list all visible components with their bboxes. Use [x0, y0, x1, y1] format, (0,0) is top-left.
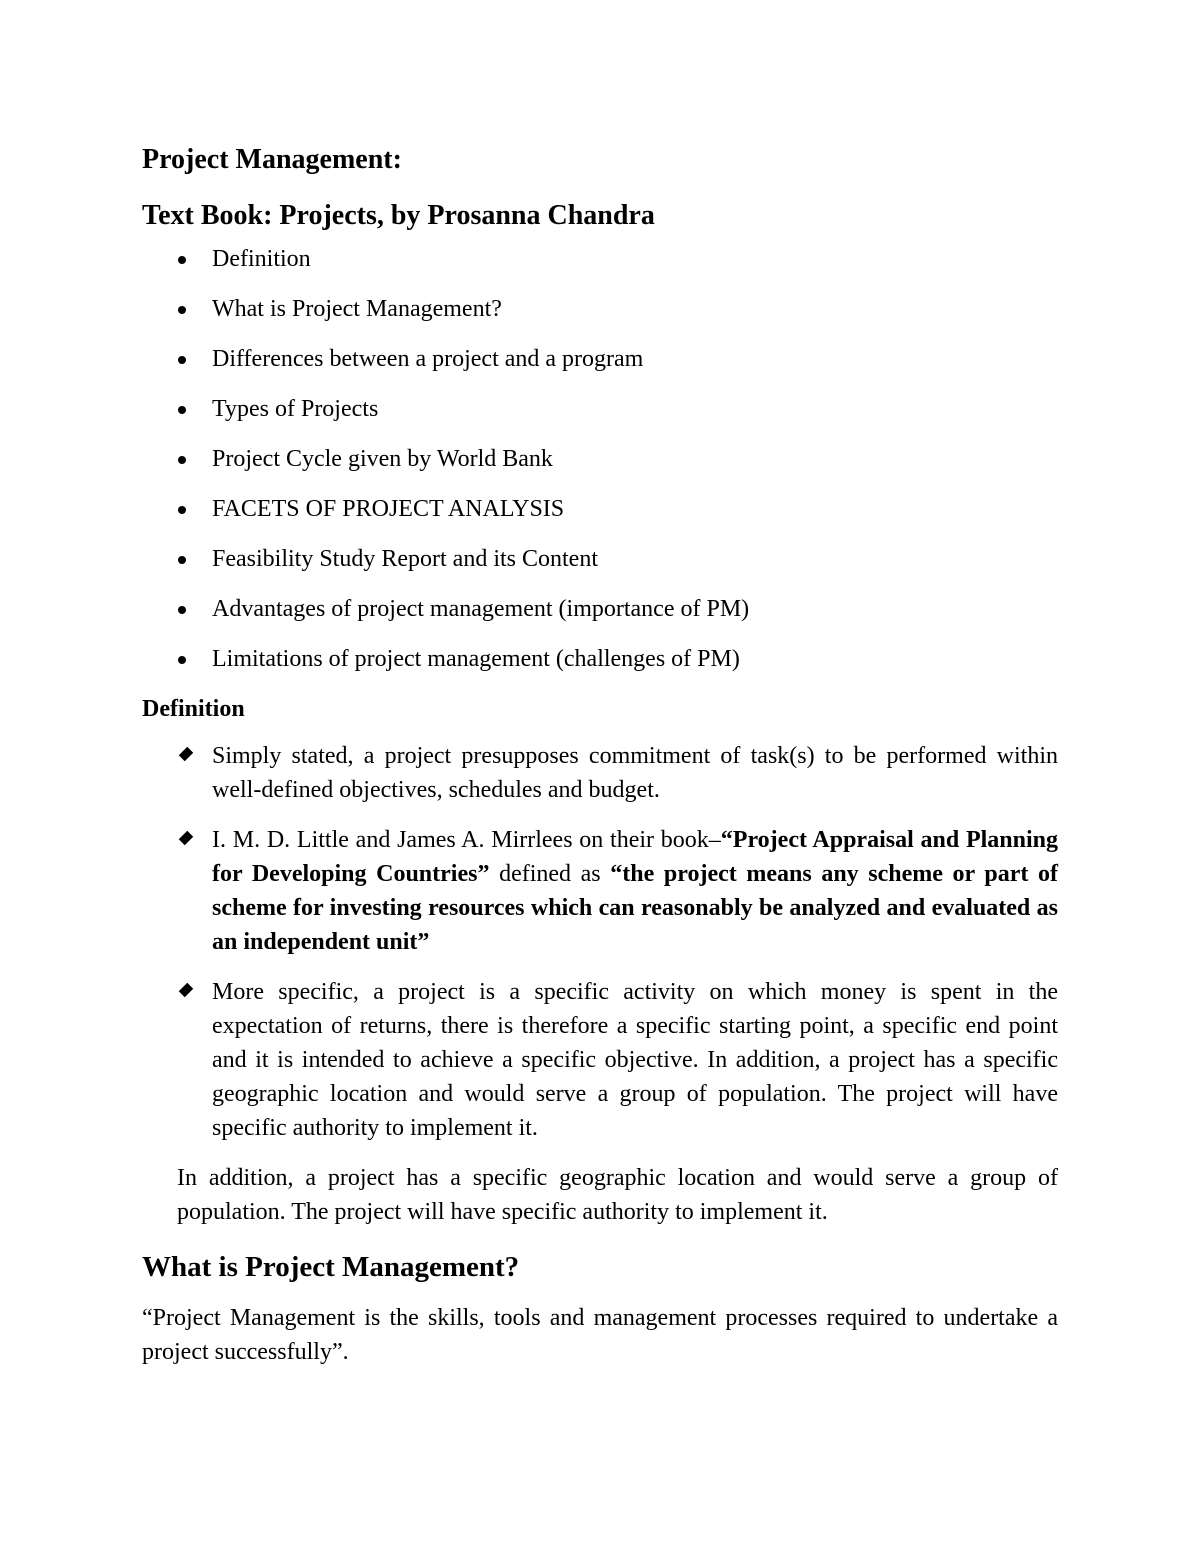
list-item-text: Feasibility Study Report and its Content [212, 546, 598, 572]
list-item [142, 444, 1058, 474]
section-heading: What is Project Management? [142, 1251, 520, 1283]
bullet-icon [178, 406, 186, 414]
definition-quote: “the project means any scheme or part of scheme for investing resources which can reasonably be analyzed and evaluated as an independent unit” [212, 861, 1058, 955]
diamond-bullet-icon [179, 747, 193, 761]
definition-heading: Definition [142, 696, 245, 722]
list-item-text: FACETS OF PROJECT ANALYSIS [212, 496, 565, 522]
list-item [142, 344, 1058, 374]
bullet-icon [178, 356, 186, 364]
document-subtitle: Text Book: Projects, by Prosanna Chandra [142, 200, 655, 231]
list-item [142, 294, 1058, 324]
definition-item [142, 739, 1058, 807]
document-title: Project Management: [142, 144, 402, 175]
list-item [142, 244, 1058, 274]
definition-text: Simply stated, a project presupposes commitment of task(s) to be performed within well-defined objectives, schedules and budget. [212, 743, 1058, 803]
bullet-icon [178, 456, 186, 464]
bullet-icon [178, 556, 186, 564]
bullet-icon [178, 506, 186, 514]
definition-text-mid: defined as [489, 861, 611, 887]
definition-item [142, 823, 1058, 959]
definition-item [142, 975, 1058, 1145]
list-item-text: Project Cycle given by World Bank [212, 446, 553, 472]
diamond-bullet-icon [179, 983, 193, 997]
book-title: “Project Appraisal and Planning for Developing Countries” [212, 827, 1058, 887]
list-item-text: Types of Projects [212, 396, 379, 422]
list-item [142, 644, 1058, 674]
list-item-text: What is Project Management? [212, 296, 502, 322]
list-item-text: Limitations of project management (challenges of PM) [212, 646, 740, 672]
pm-definition-quote: “Project Management is the skills, tools and management processes required to undertake a project successfully”. [142, 1305, 1058, 1365]
list-item-text: Advantages of project management (importance of PM) [212, 596, 750, 622]
bullet-icon [178, 256, 186, 264]
definition-text-intro: I. M. D. Little and James A. Mirrlees on their book– [212, 827, 721, 853]
bullet-icon [178, 656, 186, 664]
definition-text: More specific, a project is a specific activity on which money is spent in the expectation of returns, there is therefore a specific starting point, a specific end point and it is intended to achieve a specific objective. In addition, a project has a specific geographic location and would serve a group of population. The project will have specific authority to implement it. [212, 979, 1058, 1141]
document-content [142, 142, 1058, 1369]
list-item-text: Differences between a project and a program [212, 346, 644, 372]
topics-list [142, 244, 1058, 674]
bullet-icon [178, 606, 186, 614]
bullet-icon [178, 306, 186, 314]
paragraph: In addition, a project has a specific geographic location and would serve a group of population. The project will have specific authority to implement it. [177, 1165, 1058, 1225]
list-item [142, 544, 1058, 574]
list-item [142, 494, 1058, 524]
list-item-text: Definition [212, 246, 311, 272]
definitions-list [142, 739, 1058, 1145]
list-item [142, 594, 1058, 624]
list-item [142, 394, 1058, 424]
diamond-bullet-icon [179, 831, 193, 845]
